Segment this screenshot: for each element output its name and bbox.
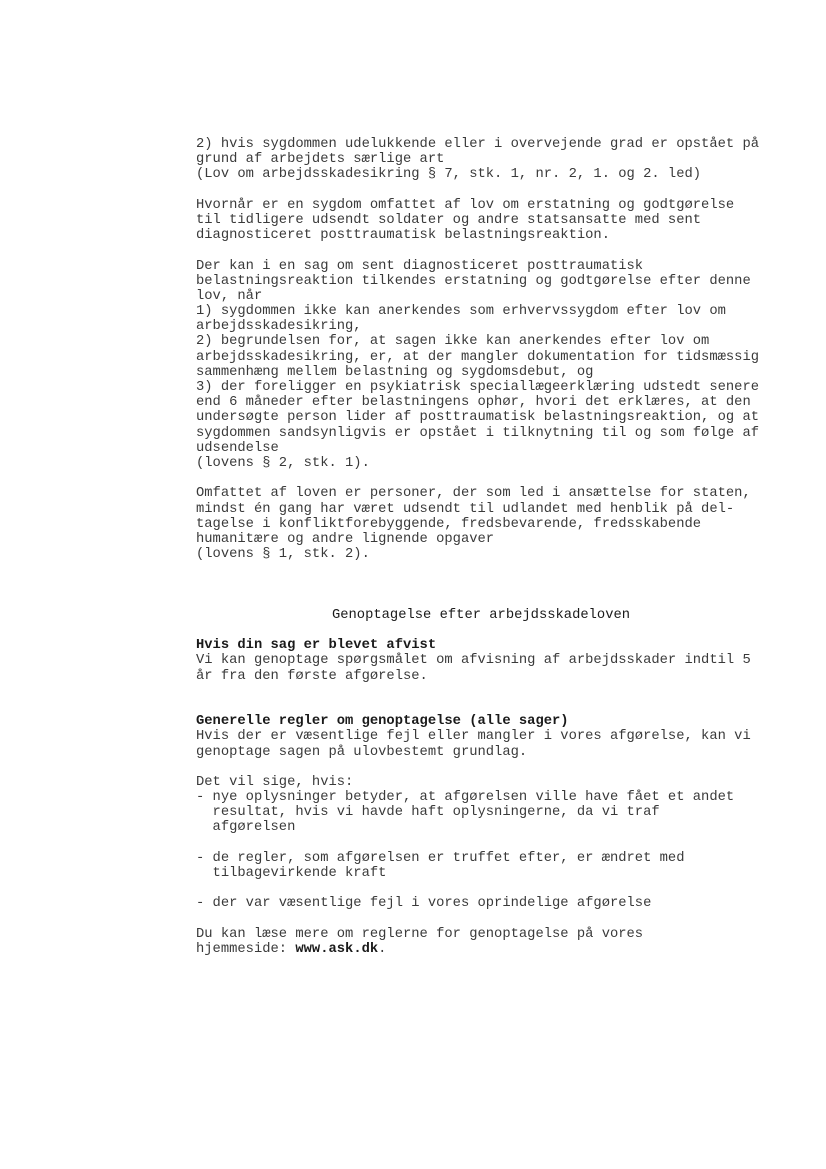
- text-line: 2) begrundelsen for, at sagen ikke kan anerkendes efter lov om: [196, 334, 710, 350]
- text-line: arbejdsskadesikring,: [196, 319, 362, 335]
- text-line: sammenhæng mellem belastning og sygdomsdebut, og: [196, 364, 594, 380]
- text-line: diagnosticeret posttraumatisk belastningsreaktion.: [196, 228, 610, 244]
- text-line: 2) hvis sygdommen udelukkende eller i overvejende grad er opstået på: [196, 137, 760, 152]
- list-item-line: tilbagevirkende kraft: [196, 866, 387, 881]
- list-item-line: - de regler, som afgørelsen er truffet efter, er ændret med: [196, 850, 685, 866]
- text-line: arbejdsskadesikring, er, at der mangler dokumentation for tidsmæssig: [196, 349, 760, 365]
- more-info-prefix: hjemmeside:: [196, 941, 296, 957]
- list-item: [196, 851, 796, 881]
- text-line: mindst én gang har været udsendt til udlandet med henblik på del-: [196, 501, 735, 517]
- text-line: Vi kan genoptage spørgsmålet om afvisning af arbejdsskader indtil 5: [196, 653, 751, 669]
- question-paragraph: [196, 198, 796, 244]
- text-line: grund af arbejdets særlige art: [196, 152, 445, 168]
- section-heading: Hvis din sag er blevet afvist: [196, 638, 437, 654]
- more-info-line: [196, 942, 796, 957]
- scope-paragraph: [196, 486, 796, 562]
- rejected-case-section: [196, 638, 796, 684]
- legal-reference: (lovens § 1, stk. 2).: [196, 547, 370, 563]
- text-line: tagelse i konfliktforebyggende, fredsbevarende, fredsskabende: [196, 516, 702, 532]
- text-line: Hvis der er væsentlige fejl eller mangler i vores afgørelse, kan vi: [196, 729, 751, 745]
- list-item: [196, 896, 796, 911]
- legal-reference: (Lov om arbejdsskadesikring § 7, stk. 1, nr. 2, 1. og 2. led): [196, 167, 702, 183]
- more-info-suffix: .: [378, 941, 387, 957]
- general-rules-section: [196, 714, 796, 957]
- text-line: belastningsreaktion tilkendes erstatning og godtgørelse efter denne: [196, 273, 751, 289]
- text-line: Der kan i en sag om sent diagnosticeret posttraumatisk: [196, 258, 644, 274]
- text-line: til tidligere udsendt soldater og andre statsansatte med sent: [196, 212, 702, 228]
- legal-reference: (lovens § 2, stk. 1).: [196, 455, 370, 471]
- more-info-line: Du kan læse mere om reglerne for genoptagelse på vores: [196, 926, 644, 942]
- text-line: 1) sygdommen ikke kan anerkendes som erhvervssygdom efter lov om: [196, 304, 726, 320]
- text-line: sygdommen sandsynligvis er opstået i tilknytning til og som følge af: [196, 425, 760, 441]
- text-line: undersøgte person lider af posttraumatisk belastningsreaktion, og at: [196, 410, 760, 426]
- list-item-line: - der var væsentlige fejl i vores oprindelige afgørelse: [196, 896, 652, 912]
- list-item-line: afgørelsen: [196, 820, 296, 836]
- text-line: år fra den første afgørelse.: [196, 668, 428, 684]
- text-line: Omfattet af loven er personer, der som led i ansættelse for staten,: [196, 486, 751, 502]
- document-page: [196, 137, 796, 957]
- text-line: end 6 måneder efter belastningens ophør, hvori det erklæres, at den: [196, 395, 751, 411]
- list-item-line: - nye oplysninger betyder, at afgørelsen ville have fået et andet: [196, 790, 735, 806]
- section-title: Genoptagelse efter arbejdsskadeloven: [331, 607, 631, 623]
- text-line: humanitære og andre lignende opgaver: [196, 531, 495, 547]
- text-line: Hvornår er en sygdom omfattet af lov om erstatning og godtgørelse: [196, 197, 735, 213]
- text-line: 3) der foreligger en psykiatrisk speciallægeerklæring udstedt senere: [196, 380, 760, 395]
- list-intro: Det vil sige, hvis:: [196, 774, 354, 790]
- list-item-line: resultat, hvis vi havde haft oplysningerne, da vi traf: [196, 805, 660, 821]
- text-line: udsendelse: [196, 440, 279, 456]
- answer-paragraph: [196, 259, 796, 472]
- section-heading: Generelle regler om genoptagelse (alle sager): [196, 714, 569, 730]
- criterion-item-2: [196, 137, 796, 183]
- list-item: [196, 790, 796, 836]
- text-line: genoptage sagen på ulovbestemt grundlag.: [196, 744, 528, 760]
- text-line: lov, når: [196, 288, 263, 304]
- website-link[interactable]: www.ask.dk: [295, 941, 379, 957]
